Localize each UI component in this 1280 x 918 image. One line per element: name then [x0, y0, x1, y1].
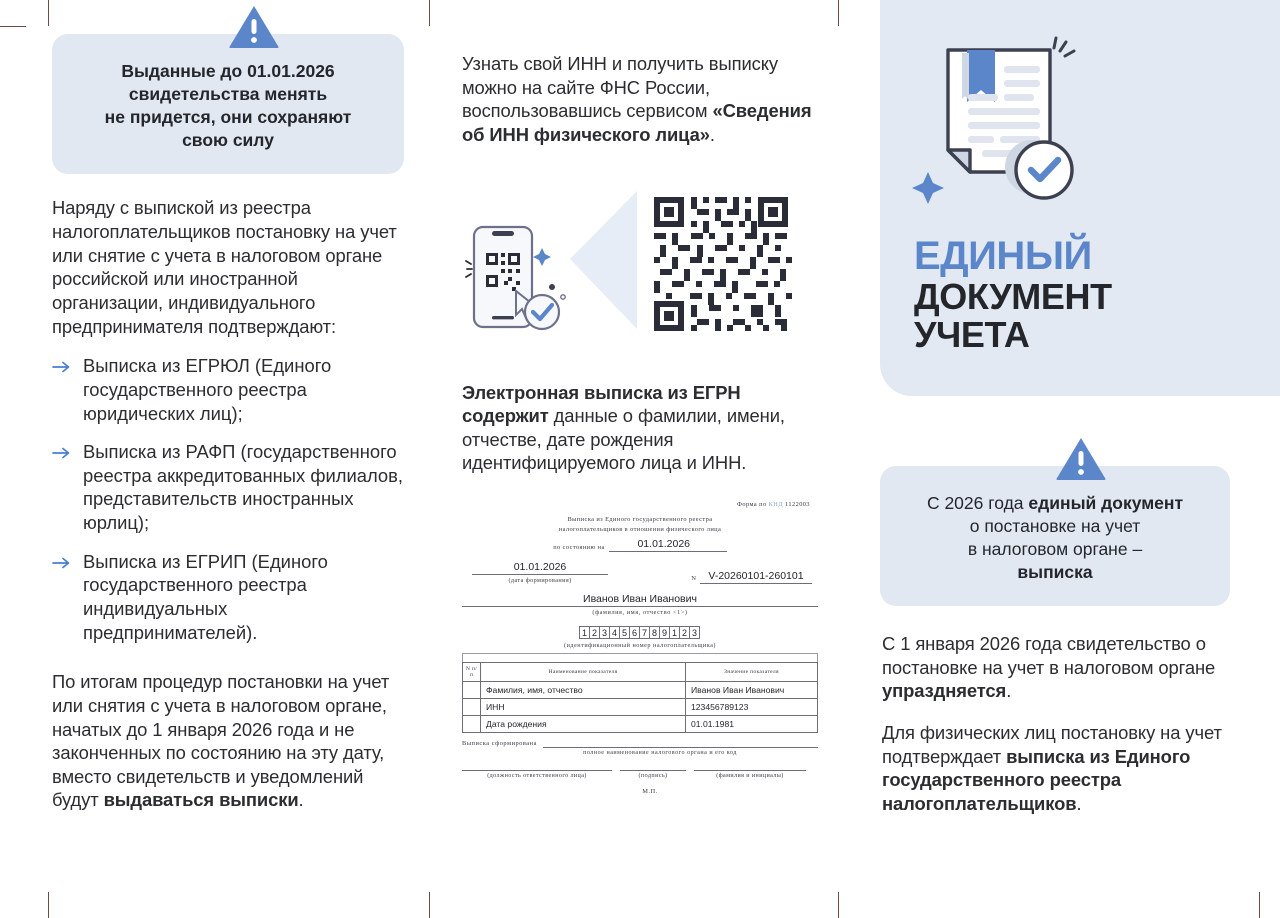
- inn-digit: 4: [609, 626, 620, 639]
- right-title: [914, 236, 1112, 355]
- right-p1-bold: упраздняется: [882, 680, 1007, 702]
- middle-egrn-plain: данные о фамилии, имени, отчестве, дате рождения идентифицируемого лица и ИНН.: [462, 405, 785, 474]
- crop-mark: [429, 892, 430, 918]
- left-intro-paragraph: Наряду с выпиской из реестра налогоплательщиков постановку на учет или снятие с учета в налоговом органе российской или иностранной организации, индивидуального предпринимателя подтверждают:: [52, 197, 397, 337]
- form-number-label: N: [691, 575, 696, 583]
- right-callout-line-4: выписка: [1017, 562, 1093, 583]
- inn-digit: 2: [589, 626, 600, 639]
- document-check-icon: [904, 22, 1104, 217]
- right-title-line-3: УЧЕТА: [914, 314, 1030, 356]
- table-header-row: [463, 663, 818, 682]
- form-as-of: [462, 538, 818, 552]
- form-signature-caption-name: (фамилия и инициалы): [694, 770, 806, 779]
- form-date-caption: (дата формирования): [508, 577, 572, 585]
- left-callout-line-3: не придется, они сохраняют: [104, 107, 352, 128]
- table-cell-value: 123456789123: [686, 699, 818, 716]
- table-header-value: Значение показателя: [686, 663, 818, 682]
- list-item: [52, 550, 404, 645]
- table-cell-np: [463, 682, 481, 699]
- inn-digit: 3: [599, 626, 610, 639]
- form-fio-caption: (фамилия, имя, отчество <1>): [592, 609, 688, 617]
- form-date-and-number: [462, 561, 818, 584]
- arrow-right-icon: [52, 550, 83, 645]
- right-column: [880, 0, 1280, 918]
- crop-mark: [48, 892, 49, 918]
- right-callout-bold: единый документ: [1028, 493, 1184, 513]
- list-item-label: Выписка из РАФП (государственного реестра аккредитованных филиалов, представительств иностранных юрлиц);: [83, 441, 403, 534]
- right-paragraph-2: [882, 721, 1228, 816]
- middle-egrn-bold: Электронная выписка из ЕГРН содержит: [462, 381, 741, 427]
- table-header-np: N п/п: [463, 663, 481, 682]
- inn-digit: 5: [619, 626, 630, 639]
- inn-digit: 6: [629, 626, 640, 639]
- list-item-label: Выписка из ЕГРЮЛ (Единого государственного реестра юридических лиц);: [83, 355, 332, 424]
- inn-digit: 1: [579, 626, 590, 639]
- right-callout-line-3: в налоговом органе –: [967, 539, 1143, 560]
- form-signature-row: [462, 770, 818, 779]
- middle-intro-tail: .: [709, 123, 715, 145]
- form-stamp-label: М.П.: [642, 788, 658, 796]
- form-fio-block: [462, 593, 818, 616]
- right-p1-plain: С 1 января 2026 года свидетельство о постановке на учет в налоговом органе: [882, 633, 1216, 678]
- form-issued-by-label: Выписка сформирована: [462, 740, 537, 748]
- inn-digit: 9: [659, 626, 670, 639]
- list-item: [52, 354, 404, 425]
- table-row: [463, 716, 818, 733]
- qr-illustration: [462, 169, 818, 359]
- table-cell-np: [463, 716, 481, 733]
- form-signature-caption-sign: (подпись): [620, 770, 686, 779]
- crop-mark: [429, 0, 430, 26]
- middle-column: [462, 52, 818, 795]
- form-knd-label: КНД: [768, 501, 783, 509]
- right-callout-wrapper: [880, 466, 1230, 606]
- table-row: [463, 699, 818, 716]
- list-item: [52, 440, 404, 535]
- table-header-name: Наименование показателя: [481, 663, 686, 682]
- inn-digit: 1: [669, 626, 680, 639]
- left-callout-box: [52, 34, 404, 174]
- middle-intro-bold: «Сведения об ИНН физического лица»: [462, 100, 812, 145]
- inn-digit: 7: [639, 626, 650, 639]
- form-date-block: [472, 561, 608, 584]
- right-p2-plain: Для физических лиц постановку на учет подтверждает: [882, 721, 1222, 767]
- form-title-line-1: Выписка из Единого государственного реестра: [567, 516, 713, 524]
- form-issued-by-line: [543, 740, 818, 748]
- table-row: [463, 682, 818, 699]
- left-closing-tail: .: [298, 789, 304, 811]
- right-callout-line-1: [902, 492, 1208, 515]
- form-title-line-2: налогоплательщиков в отношении физического лица: [558, 525, 722, 533]
- right-p1-tail: .: [1006, 680, 1012, 702]
- left-column: [52, 34, 404, 812]
- right-title-line-1: ЕДИНЫЙ: [914, 234, 1092, 278]
- middle-intro-plain: Узнать свой ИНН и получить выписку можно на сайте ФНС России, воспользовавшись сервисом: [462, 53, 778, 122]
- form-table: [462, 662, 818, 733]
- table-cell-name: Фамилия, имя, отчество: [481, 682, 686, 699]
- form-table-top-strip: [462, 653, 818, 662]
- form-forma-po: [462, 501, 818, 508]
- table-cell-name: Дата рождения: [481, 716, 686, 733]
- inn-digit: 3: [689, 626, 700, 639]
- left-callout-line-1: Выданные до 01.01.2026: [121, 61, 335, 81]
- right-p2-tail: .: [1076, 792, 1082, 814]
- list-item-label: Выписка из ЕГРИП (Единого государственного реестра индивидуальных предпринимателей).: [83, 550, 328, 643]
- form-as-of-label: по состоянию на: [553, 544, 605, 552]
- left-closing-paragraph: [52, 670, 404, 812]
- right-callout-box: [880, 466, 1230, 606]
- crop-mark: [838, 0, 839, 26]
- left-bullet-list: [52, 354, 404, 644]
- inn-digit: 2: [679, 626, 690, 639]
- right-p2-bold: выписка из Единого государственного реестра налогоплательщиков: [882, 745, 1191, 814]
- right-callout-plain: С 2026 года: [926, 493, 1029, 513]
- form-inn-boxes: [462, 626, 818, 639]
- right-paragraph-1: [882, 632, 1228, 703]
- left-closing-plain: По итогам процедур постановки на учет или снятия с учета в налоговом органе, начатых до 1 января 2026 года и не законченных по состоянию на эту дату, вместо свидетельств и уведомлений будут: [52, 671, 390, 811]
- form-issued-by-caption: полное наименование налогового органа и его код: [583, 750, 737, 757]
- form-date-value: 01.01.2026: [472, 561, 608, 575]
- crop-mark: [48, 0, 49, 26]
- right-callout-line-2: о постановке на учет: [969, 516, 1141, 537]
- form-number-value: V-20260101-260101: [700, 570, 812, 584]
- middle-intro-paragraph: [462, 52, 818, 147]
- left-closing-bold: выдаваться выписки: [103, 789, 299, 811]
- table-cell-value: 01.01.1981: [686, 716, 818, 733]
- right-title-line-2: ДОКУМЕНТ: [914, 275, 1112, 317]
- left-callout-line-2: свидетельства менять: [128, 84, 328, 105]
- inn-digit: 8: [649, 626, 660, 639]
- form-issued-by-row: [462, 740, 818, 748]
- form-fio-value: Иванов Иван Иванович: [462, 593, 818, 607]
- form-inn-caption: (идентификационный номер налогоплательщика): [564, 642, 716, 650]
- right-hero-panel: [880, 0, 1280, 396]
- left-callout-line-4: свою силу: [182, 130, 274, 151]
- crop-mark: [0, 26, 26, 27]
- right-body: [882, 632, 1228, 815]
- form-title: [462, 515, 818, 534]
- form-number-block: [691, 570, 812, 584]
- form-signature-caption-position: (должность ответственного лица): [462, 770, 612, 779]
- form-forma-po-label: Форма по: [736, 501, 767, 509]
- table-cell-np: [463, 699, 481, 716]
- official-form: [462, 501, 818, 795]
- arrow-right-icon: [52, 354, 83, 425]
- arrow-right-icon: [52, 440, 83, 535]
- form-as-of-value: 01.01.2026: [609, 538, 727, 552]
- table-cell-name: ИНН: [481, 699, 686, 716]
- middle-egrn-paragraph: [462, 381, 818, 476]
- form-knd-code: 1122003: [785, 501, 810, 509]
- table-cell-value: Иванов Иван Иванович: [686, 682, 818, 699]
- crop-mark: [838, 892, 839, 918]
